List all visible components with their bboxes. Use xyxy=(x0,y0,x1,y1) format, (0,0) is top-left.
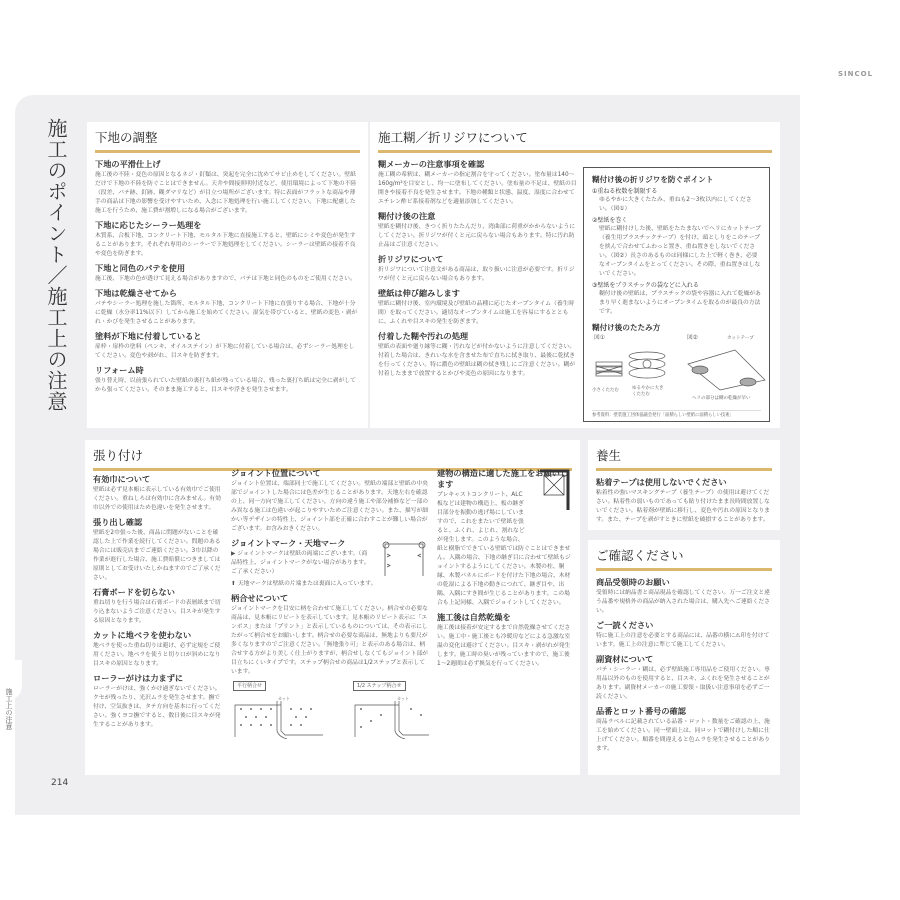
body-text: 壁紙を2巾張った後、商品に問題がないことを確認した上で作業を続行してください。問題のある場合には販売店までご連絡ください。3巾以降の作業が進行した場合、施工費賠償につきましては原則としてお受けいたしかねますのでご了承ください。 xyxy=(93,530,221,581)
heading: 折リジワについて xyxy=(378,254,444,264)
heading: ご一読ください xyxy=(596,620,654,630)
brand-logo: SINCOL xyxy=(838,70,874,78)
fig1-caption-a: 小さくたたむ xyxy=(592,388,619,393)
body-text: 施工後の不陸・変色の原因となるネジ・釘類は、突起を完全に沈めてサビ止めをしてください。壁紙だけで下地の不陸を防ぐことはできません。天井や間接照明付近など、使用環境によって下地の不陸（段差、パテ跡、釘跡、糊ダマリなど）が目立つ場所がございます。特に表面がフラットな商品や薄手の商品は下地の影響を受けやすいため、入念に下地処理を行い施工してください。下地に配慮した施工を行うため、施工費が割増しになる場合がございます。 xyxy=(95,172,357,214)
heading: 粘着テープは使用しないでください xyxy=(596,477,727,487)
side-title: 施工のポイント／施工上の注意 xyxy=(44,118,68,412)
fig1-label: 図① xyxy=(594,335,605,341)
fold-illustration-2 xyxy=(680,342,770,392)
section-title: 張り付け xyxy=(93,446,572,471)
body-text: プレキャストコンクリート、ALC板などは建物の構造上、板の継ぎ目部分を振動の逃げ場にしていますので、これをまたいで壁紙を張ると、ふくれ、よじれ、割れなどが発生します。このような場合、紙と樹脂でできている壁紙では防ぐことはできません。入隅の場合、下地の継ぎ目に合わせて壁紙もジョイントするようにしてください。木製の柱、胴縁、木製パネルにボードを付けた下地の場合、木材の乾湿による下地の動きにつれて、継ぎ目や、出隅、入隅にすき間が生じることがあります。この場合も上記同様、入隅でジョイントしてください。 xyxy=(437,492,571,606)
body-text: ジョイントマークを目安に柄を合わせて施工してください。柄合せの必要な商品は、見本帳にリピートを表示しています。見本帳のリピート表示に「エンボス」または「プリント」と表示しているものについては、その表示にしたがって柄合せをお願いします。柄合せの必要な商品は、無地よりも要尺が多くなりますのでご注意ください。「無地張り可」と表示のある場合は、柄合せする方がより美しく仕上がりますが、柄合せしなくてもジョイント部が目立ちにくいタイプです。ステップ柄合せの商品は1/2ステップと表示しています。 xyxy=(231,606,428,675)
heading: 柄合せについて xyxy=(231,593,289,603)
heading: 付着した糊や汚れの処理 xyxy=(378,331,469,341)
heading: リフォーム時 xyxy=(95,365,144,375)
body-text: 木質系、合板下地、コンクリート下地、モルタル下地に直接施工すると、壁紙にシミや変色が発生することがあります。それぞれ専用のシーラーで下地処理をしてください。シーラーは壁紙の接着不良や変色を防ぎます。 xyxy=(95,233,356,257)
heading: 建物の構造に適した施工をお願いします xyxy=(437,468,569,489)
body-text: 商品ラベルに記載されている品番・ロット・数量をご確認の上、施工を始めてください。同一壁面上は、同ロットで糊付けした順に仕上げてください。順番を間違えると色ムラを発生させることがあります。 xyxy=(596,719,770,752)
heading: カットに地ベラを使わない xyxy=(93,630,192,640)
body-text: パテ・シーラー・糊は、必ず壁紙施工専用品をご使用ください。専用品以外のものを使用すると、目スキ、ふくれを発生させることがあります。副資材メーカーの施工要領・取扱い注意事項を必ずご一読ください。 xyxy=(596,667,770,700)
heading: 下地は乾燥させてから xyxy=(95,288,177,298)
body-text: 施工後は接着が安定するまで自然乾燥させてください。施工中・施工後とも冷暖房などによる急激な室温の変化は避けてください。目スキ・剥がれが発生します。施工時の臭いが残っていますので、施工後1〜2週間は必ず換気を行ってください。 xyxy=(437,625,571,667)
section-title: ご確認ください xyxy=(596,546,772,571)
fold-illustration-1 xyxy=(592,344,672,384)
heading: 石膏ボードを切らない xyxy=(93,587,175,597)
heading: 有効巾について xyxy=(93,474,151,484)
pattern-figures xyxy=(231,681,429,741)
page-number: 214 xyxy=(51,778,69,788)
heading: 施工後は自然乾燥を xyxy=(437,612,511,622)
cut-label: カット xyxy=(397,696,409,701)
body-text: 壁紙の表面や廻り縁等に糊・汚れなどが付かないように注意してください。付着した場合は、きれいな水を含ませた布で直ちに拭き取り、最後に乾拭きを行ってください。特に濃色の壁紙は糊の拭き残しにご注意ください。糊が付着したままで放置するとかびや変色の原因になります。 xyxy=(378,344,576,377)
heading: ジョイント位置について xyxy=(231,468,321,478)
section-title: 下地の調整 xyxy=(95,128,360,153)
panel-nori xyxy=(370,122,780,428)
heading: 下地と同色のパテを使用 xyxy=(95,263,186,273)
heading: ①重ねる枚数を制限する xyxy=(592,188,658,195)
body-text: パテやシーラー処理を施した箇所、モルタル下地、コンクリート下地に直張りする場合、下地が十分に乾燥（水分率11%以下）してから施工を始めてください。湿気を帯びていると、壁紙の変色・剥がれ・かびを発生させることがあります。 xyxy=(95,301,358,325)
heading: 副資材について xyxy=(596,654,654,664)
body-text: 折リジワについて注意文がある商品は、取り扱いに注意が必要です。折リジワが付くと元に戻らない場合もあります。 xyxy=(378,267,575,282)
heading: ③壁紙をプラスチックの袋などに入れる xyxy=(592,282,699,289)
body-text: 張り替え時、以前張られていた壁紙の裏打ち紙が残っている場合、残った裏打ち紙は完全に剥がしてから張ってください。そのまま施工すると、目スキや浮きを発生させます。 xyxy=(95,378,356,393)
body-text: ゆるやかに大きくたたみ、重ねも2〜3枚以内にしてください。（図①） xyxy=(599,197,752,212)
heading: 品番とロット番号の確認 xyxy=(596,706,686,716)
fig2-caption: ヘリの部分は糊の乾燥が早い xyxy=(692,396,751,401)
body-text: 施工後、下地の色が透けて見える場合がありますので、パテは下地と同色のものをご使用ください。 xyxy=(95,276,356,282)
col-joint xyxy=(231,464,429,741)
body-text: 壁紙に糊付けした後、壁紙をたたまないでヘリにカットテープ（養生用プラスチックテープ）を付け、頭としりをこのテープを挟んで合わせてふわっと置き、重ね置きをしないでください。（図②）長さのあるものは同様にした上で軽く巻き、必要なオープンタイムをとってください。その際、重ね置きはしないでください。 xyxy=(599,226,761,277)
fig-step-label: 1/2 ステップ柄合せ xyxy=(353,681,406,691)
heading: 下地に応じたシーラー処理を xyxy=(95,220,202,230)
heading: 糊付け後の注意 xyxy=(378,211,436,221)
body-text: 糊付け後の壁紙は、プラスチックの袋や容器に入れて乾燥があまり早く進まないようにオープンタイムを取るのが最良の方法です。 xyxy=(599,291,761,315)
side-tab: 施工上の注意 xyxy=(5,688,13,730)
fig-parallel-label: 平行柄合せ xyxy=(233,681,266,691)
section-title: 養生 xyxy=(596,446,772,471)
body-text: 施工糊の希釈は、糊メーカーの指定割合を守ってください。塗布量は140〜160g/m²を目安とし、均一に塗布してください。塗布量の不足は、壁紙の目開きや接着不良を発生させます。下地の種類と状態、温度、湿度に合わせてエチレン酢ビ系接着剤などを適量添加してください。 xyxy=(378,172,577,205)
fig1-caption-b: ゆるやかに大きくたたむ xyxy=(632,386,664,397)
heading: 糊メーカーの注意事項を確認 xyxy=(378,159,485,169)
reference-note: 参考資料：壁装施工団体協議会発行「面積らしい壁紙に面積らしい技術」 xyxy=(592,410,761,420)
body-text: 壁紙は必ず見本帳に表示している有効巾でご使用ください。重ねしろは有効巾に含みません。有効巾以外での使用はため色違いを発生させます。 xyxy=(93,487,221,511)
body-text: 壁紙に糊付け後、室内環境及び壁紙の品種に応じたオープンタイム（養生時間）を取ってください。適切なオープンタイムは施工を容易にするとともに、ふくれや目スキの発生を防ぎます。 xyxy=(378,301,575,325)
panel-yojo xyxy=(588,440,780,530)
body-text: ローラーがけは、強くかけ過ぎないでください。クセが残ったり、光沢ムラを発生させます。撫で付け、空気抜きは、タテ方向を基本に行ってください。強くヨコ撫ですると、数日後に目スキが発生することがあります。 xyxy=(93,686,221,728)
body-text: 粘着性の強いマスキングテープ（養生テープ）の使用は避けてください。粘着性の弱いものであっても貼り付けたまま長時間放置しないでください。粘着剤が壁紙に移行し、変色や汚れの原因となります。また、テープを剥がすときに壁紙を破損することがあります。 xyxy=(596,490,770,523)
body-text: 地ベラを使った重ね切りは避け、必ず定規をご使用ください。地ベラを使うと切り口が斜めになり目スキの原因となります。 xyxy=(93,643,221,667)
section-title: 施工糊／折リジワについて xyxy=(378,128,772,153)
body-text: ▶ ジョイントマークは壁紙の両端にございます。（商品特性上、ジョイントマークがない場合があります。ご了承ください） xyxy=(231,551,370,575)
fig2-label: 図② xyxy=(687,335,698,341)
body-text: ⬆ 天地マークは壁紙の片端または裏面に入っています。 xyxy=(231,581,377,587)
joint-mark-figure xyxy=(381,540,427,576)
body-text: ジョイント位置は、端部同士で施工してください。壁紙の端部と壁紙の中央部でジョイントした場合には色差が生じることがあります。天地左右を確認の上、同一方向で施工してください。方向の違う施工や部分補修など一部のみ異なる施工は色違いが起こりやすいためご注意ください。また、描写が細かい等デザインの特性上、ジョイント部を正確に合わすことが難しい場合がございます。お含みおきください。 xyxy=(231,481,429,532)
body-text: 特に施工上の注意を必要とする商品には、品番の横に⚠印を付けています。施工上の注意に準じて施工してください。 xyxy=(596,633,770,648)
heading: 商品受領時のお願い xyxy=(596,577,670,587)
cut-label: カット xyxy=(278,696,290,701)
heading: 張り出し確認 xyxy=(93,517,143,527)
heading: 壁紙は伸び縮みします xyxy=(378,288,460,298)
pattern-illustration xyxy=(233,701,433,739)
heading: 下地の平滑仕上げ xyxy=(95,159,161,169)
panel-kakunin xyxy=(588,540,780,775)
fold-title: 糊付け後のたたみ方 xyxy=(592,323,661,332)
fig2-tape-label: カットテープ xyxy=(727,336,754,341)
tip-box xyxy=(583,167,770,422)
heading: ローラーがけは力まずに xyxy=(93,673,184,683)
heading: 塗料が下地に付着していると xyxy=(95,331,202,341)
panel-harituke xyxy=(85,440,580,775)
body-text: 重ね切りを行う場合は石膏ボードの表層紙まで切り込まないようご注意ください。目スキが発生する原因となります。 xyxy=(93,600,221,624)
panel-shitaji xyxy=(87,122,368,428)
corner-structure-figure xyxy=(540,468,572,510)
fold-figures xyxy=(592,334,761,406)
body-text: 壁紙を糊付け後、きつく折りたたんだり、湾曲部に荷重がかからないようにしてください。折リジワが付くと元に戻らない場合もあります。特に汚れ防止品はご注意ください。 xyxy=(378,224,576,248)
heading: ②壁紙を巻く xyxy=(592,217,628,224)
heading: ジョイントマーク・天地マーク xyxy=(231,538,346,548)
tip-title: 糊付け後の折リジワを防ぐポイント xyxy=(592,175,714,184)
body-text: 受領時には納品書と商品現品を確認してください。万一ご注文と違う品番や規格外の商品が納入された場合は、購入先へご連絡ください。 xyxy=(596,590,770,614)
body-text: 扉枠・扉枠の塗料（ペンキ、オイルステイン）が下地に付着している場合は、必ずシーラー処理をしてください。変色や剥がれ、目スキを防ぎます。 xyxy=(95,344,355,359)
